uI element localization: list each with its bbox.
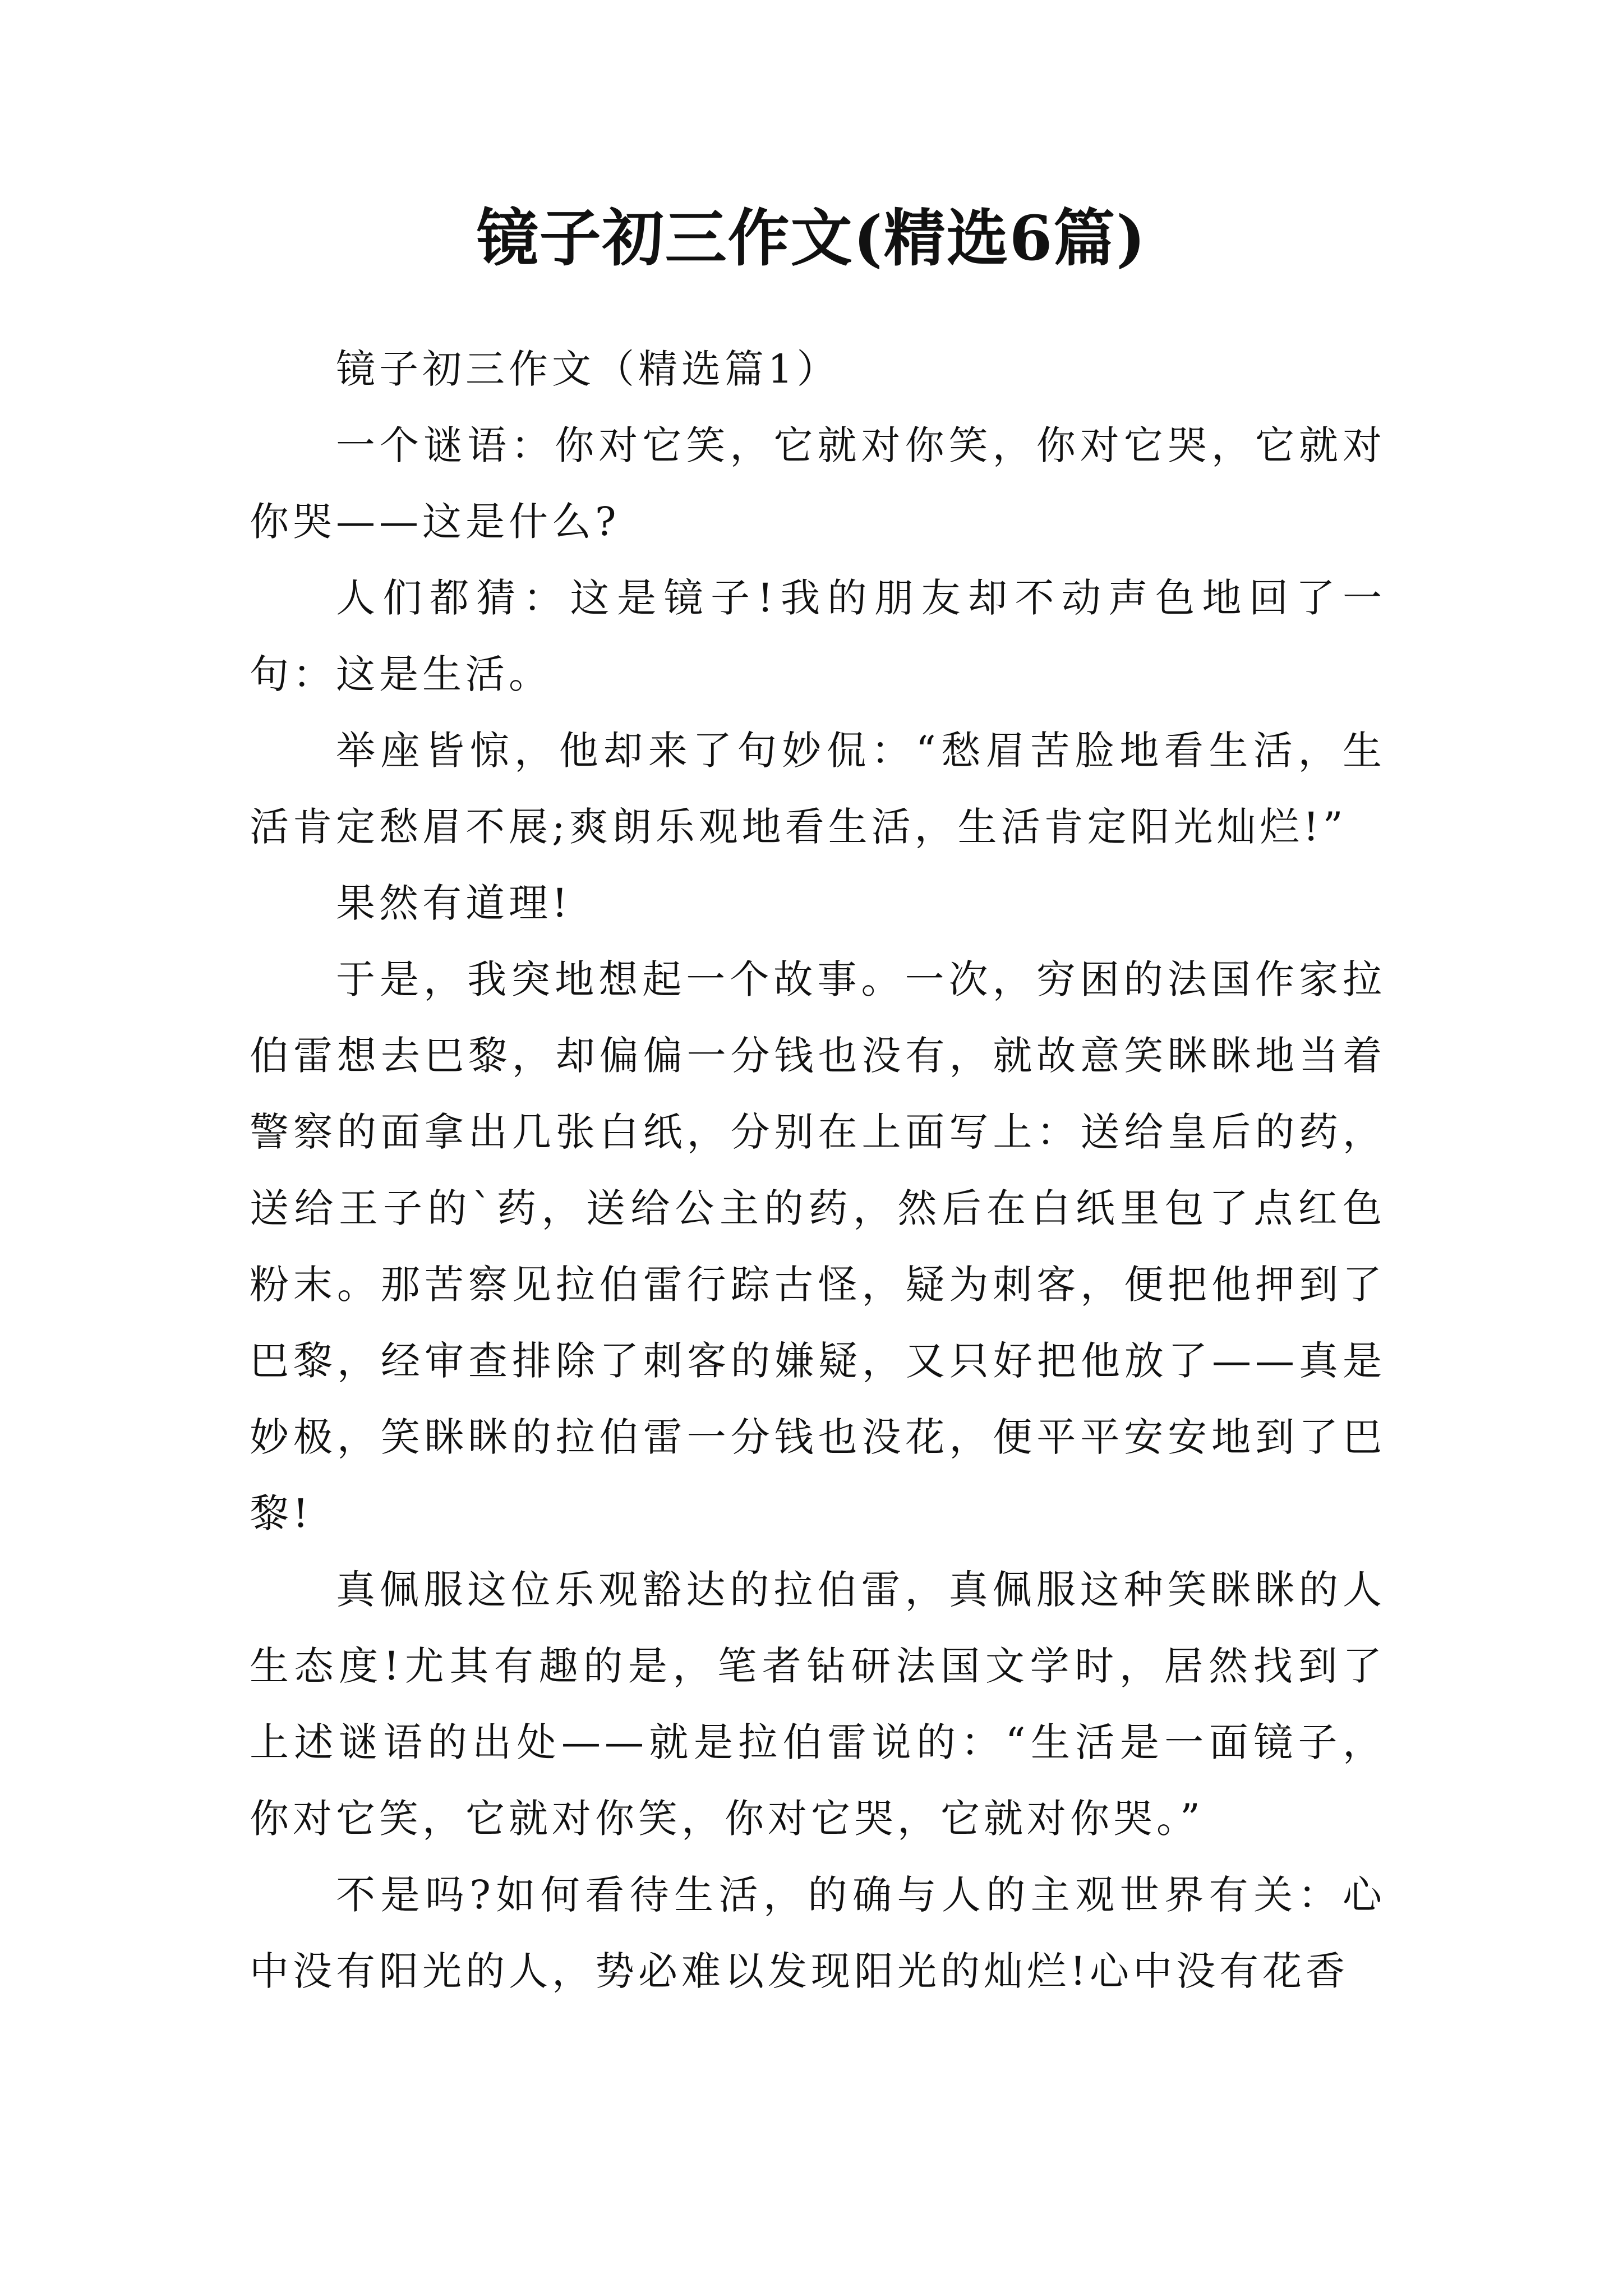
paragraph: 果然有道理! (336, 880, 572, 926)
paragraph: 不是吗?如何看待生活，的确与人的主观世界有关：心中没有阳光的人，势必难以发现阳光的灿烂!心中没有花香 (250, 1872, 1386, 1994)
paragraph: 人们都猜：这是镜子!我的朋友却不动声色地回了一句：这是生活。 (250, 575, 1386, 697)
section-heading: 镜子初三作文（精选篇1） (336, 346, 840, 392)
paragraph: 真佩服这位乐观豁达的拉伯雷，真佩服这种笑眯眯的人生态度!尤其有趣的是，笔者钻研法国文学时，居然找到了上述谜语的出处——就是拉伯雷说的：“生活是一面镜子，你对它笑，它就对你笑，你对它哭，它就对你哭。” (250, 1567, 1386, 1842)
paragraph: 于是，我突地想起一个故事。一次，穷困的法国作家拉伯雷想去巴黎，却偏偏一分钱也没有，就故意笑眯眯地当着警察的面拿出几张白纸，分别在上面写上：送给皇后的药，送给王子的`药，送给公主的药，然后在白纸里包了点红色粉末。那苦察见拉伯雷行踪古怪，疑为刺客，便把他押到了巴黎，经审查排除了刺客的嫌疑，又只好把他放了——真是妙极，笑眯眯的拉伯雷一分钱也没花，便平平安安地到了巴黎! (250, 956, 1386, 1536)
document-body (250, 331, 1386, 2009)
document-title: 镜子初三作文(精选6篇) (476, 202, 1147, 274)
paragraph: 举座皆惊，他却来了句妙侃：“愁眉苦脸地看生活，生活肯定愁眉不展;爽朗乐观地看生活，生活肯定阳光灿烂!” (250, 728, 1386, 850)
paragraph: 一个谜语：你对它笑，它就对你笑，你对它哭，它就对你哭——这是什么? (250, 422, 1386, 545)
